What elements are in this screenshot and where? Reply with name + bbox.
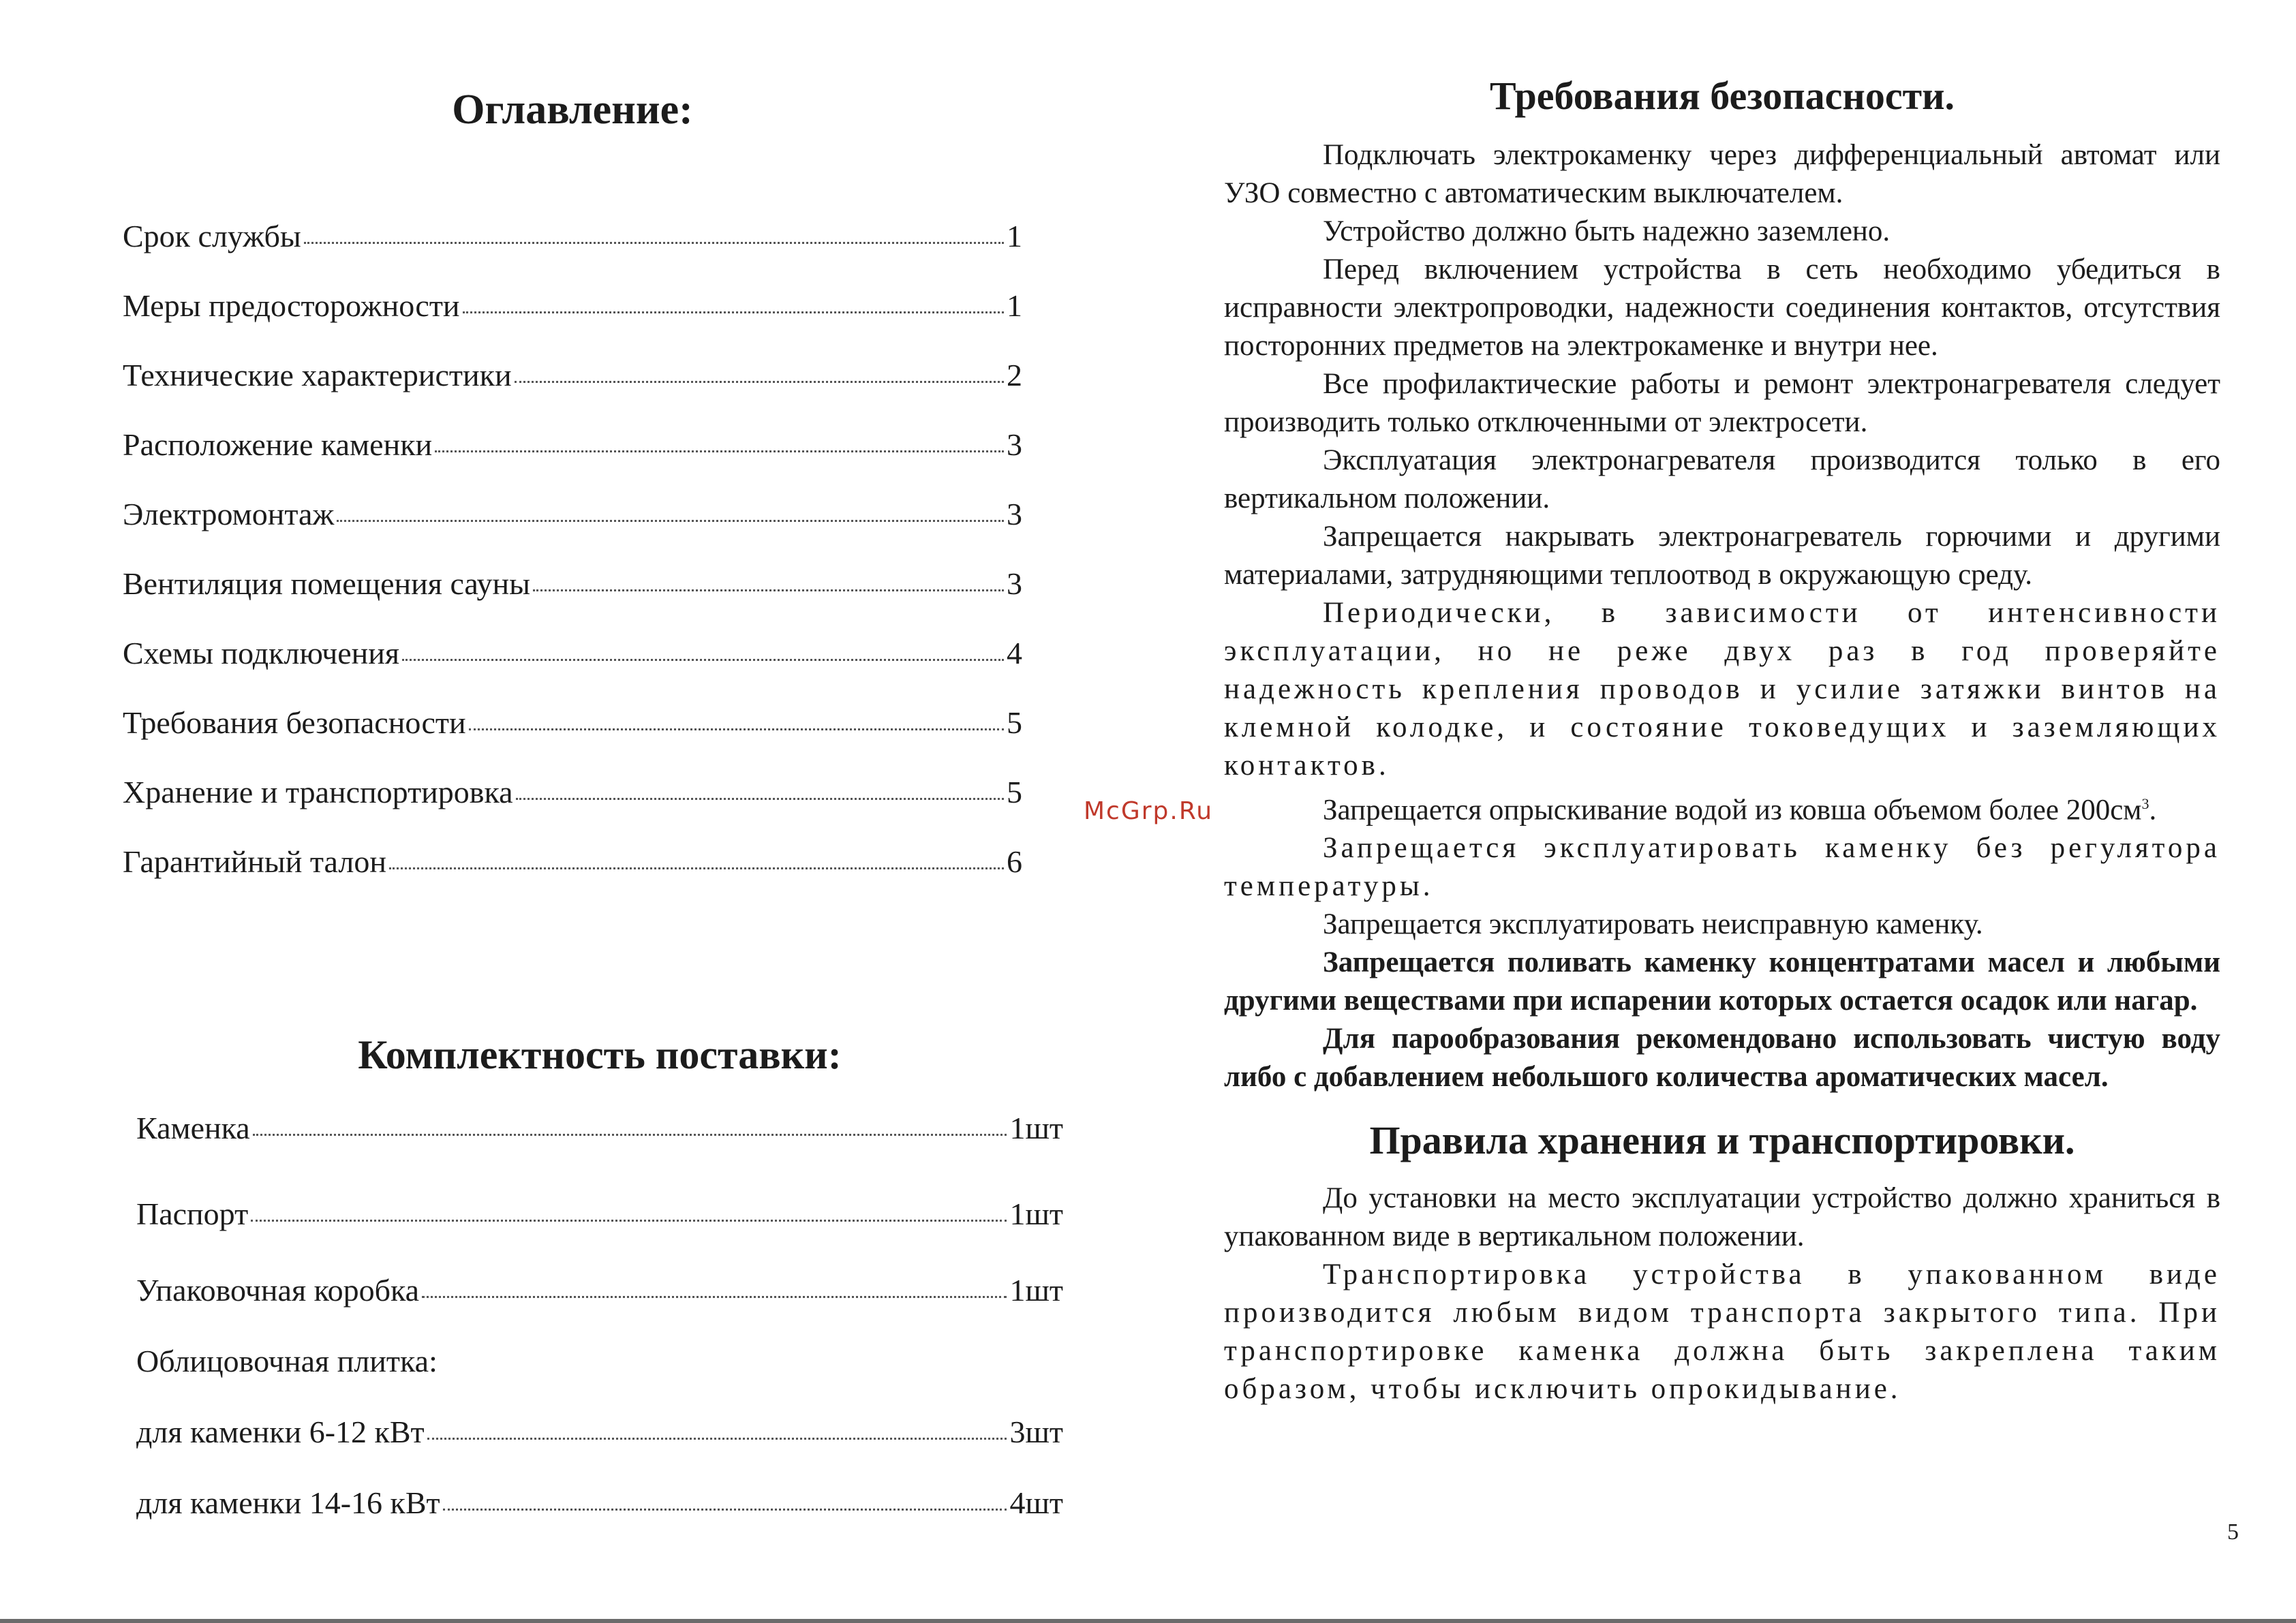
kit-item bbox=[136, 1113, 1063, 1199]
toc-item-page: 1 bbox=[1007, 219, 1022, 253]
toc-item-page: 1 bbox=[1007, 288, 1022, 323]
kit-item-label: для каменки 6-12 кВт bbox=[136, 1415, 425, 1449]
toc-item-page: 3 bbox=[1007, 427, 1022, 462]
safety-paragraph: Устройство должно быть надежно заземлено. bbox=[1323, 215, 1891, 247]
kit-item bbox=[136, 1487, 1063, 1558]
toc-item bbox=[123, 221, 1022, 290]
watermark: McGrp.Ru bbox=[1084, 797, 1214, 825]
safety-paragraph: Периодически, в зависимости от интенсивности эксплуатации, но не реже двух раз в год проверяйте надежность крепления проводов и усилие затяжки винтов на клемной колодке, и состояние токоведущих и заземляющих контактов. bbox=[1224, 597, 2220, 782]
dot-leader bbox=[304, 242, 1004, 244]
toc-item bbox=[123, 707, 1022, 777]
kit-item bbox=[136, 1196, 1063, 1275]
storage-paragraph: До установки на место эксплуатации устройство должно храниться в упакованном виде в вертикальном положении. bbox=[1224, 1181, 2220, 1252]
toc-item-page: 5 bbox=[1007, 775, 1022, 809]
safety-text bbox=[1224, 136, 2220, 1096]
safety-paragraph: Все профилактические работы и ремонт электронагревателя следует производить только отключенными от электросети. bbox=[1224, 368, 2220, 438]
safety-paragraph-tail: . bbox=[2149, 794, 2157, 826]
kit-subheading bbox=[136, 1346, 1063, 1417]
kit-item-qty: 1шт bbox=[1009, 1111, 1063, 1145]
kit-item-qty: 3шт bbox=[1009, 1415, 1063, 1449]
toc-item-page: 4 bbox=[1007, 636, 1022, 670]
dot-leader bbox=[469, 728, 1004, 730]
toc-item-label: Расположение каменки bbox=[123, 427, 433, 462]
kit-item-qty: 1шт bbox=[1009, 1273, 1063, 1308]
dot-leader bbox=[533, 589, 1004, 591]
toc-item bbox=[123, 638, 1022, 707]
toc-item-label: Гарантийный талон bbox=[123, 844, 386, 879]
safety-paragraph: Перед включением устройства в сеть необходимо убедиться в исправности электропроводки, надежности соединения контактов, отсутствия посторонних предметов на электрокаменке и внутри нее. bbox=[1224, 253, 2220, 362]
superscript: 3 bbox=[2141, 795, 2149, 812]
safety-bold-paragraph: Запрещается поливать каменку концентратами масел и любыми другими веществами при испарении которых остается осадок или нагар. bbox=[1224, 946, 2220, 1017]
toc-item-page: 5 bbox=[1007, 705, 1022, 740]
dot-leader bbox=[422, 1296, 1007, 1298]
safety-paragraph bbox=[1224, 785, 2220, 829]
kit-list bbox=[136, 1113, 1063, 1558]
toc-list bbox=[123, 221, 1022, 916]
kit-item-qty: 1шт bbox=[1009, 1196, 1063, 1231]
kit-item-label: Упаковочная коробка bbox=[136, 1273, 420, 1308]
toc-item-page: 3 bbox=[1007, 497, 1022, 531]
safety-title: Требования безопасности. bbox=[1490, 74, 1955, 118]
safety-bold-paragraph: Для парообразования рекомендовано использовать чистую воду либо с добавлением небольшого количества ароматических масел. bbox=[1224, 1023, 2220, 1094]
right-page bbox=[1224, 76, 2220, 1408]
kit-item-label: для каменки 14-16 кВт bbox=[136, 1485, 440, 1520]
safety-paragraph: Подключать электрокаменку через дифференциальный автомат или УЗО совместно с автоматическим выключателем. bbox=[1224, 139, 2220, 209]
toc-item-label: Меры предосторожности bbox=[123, 288, 460, 323]
dot-leader bbox=[253, 1134, 1007, 1136]
toc-item-page: 2 bbox=[1007, 358, 1022, 392]
toc-item bbox=[123, 846, 1022, 916]
dot-leader bbox=[516, 798, 1004, 800]
toc-item-label: Схемы подключения bbox=[123, 636, 400, 670]
safety-paragraph: Запрещается накрывать электронагреватель горючими и другими материалами, затрудняющими теплоотвод в окружающую среду. bbox=[1224, 521, 2220, 591]
dot-leader bbox=[402, 659, 1004, 661]
dot-leader bbox=[251, 1220, 1007, 1222]
kit-item-qty: 4шт bbox=[1009, 1485, 1063, 1520]
safety-paragraph-text: Запрещается опрыскивание водой из ковша объемом более 200см bbox=[1323, 794, 2142, 826]
kit-title: Комплектность поставки: bbox=[358, 1032, 842, 1077]
dot-leader bbox=[337, 520, 1004, 522]
kit-item bbox=[136, 1275, 1063, 1346]
storage-text bbox=[1224, 1179, 2220, 1408]
dot-leader bbox=[427, 1438, 1007, 1440]
page-number: 5 bbox=[2227, 1519, 2239, 1545]
dot-leader bbox=[435, 450, 1004, 452]
toc-item bbox=[123, 777, 1022, 846]
kit-item bbox=[136, 1417, 1063, 1487]
toc-item-label: Электромонтаж bbox=[123, 497, 335, 531]
toc-item-label: Хранение и транспортировка bbox=[123, 775, 513, 809]
toc-item bbox=[123, 499, 1022, 568]
kit-subheading-label: Облицовочная плитка: bbox=[136, 1344, 438, 1378]
toc-item-page: 3 bbox=[1007, 566, 1022, 601]
toc-item-label: Технические характеристики bbox=[123, 358, 512, 392]
toc-item-label: Требования безопасности bbox=[123, 705, 466, 740]
toc-item-label: Вентиляция помещения сауны bbox=[123, 566, 531, 601]
dot-leader bbox=[389, 867, 1004, 869]
toc-item-label: Срок службы bbox=[123, 219, 301, 253]
left-page bbox=[123, 87, 1063, 1558]
safety-paragraph: Эксплуатация электронагревателя производится только в его вертикальном положении. bbox=[1224, 444, 2220, 514]
storage-title: Правила хранения и транспортировки. bbox=[1369, 1118, 2075, 1163]
safety-paragraph: Запрещается эксплуатировать неисправную каменку. bbox=[1323, 908, 1983, 941]
toc-item bbox=[123, 568, 1022, 638]
dot-leader bbox=[463, 311, 1004, 313]
bottom-rule bbox=[0, 1619, 2296, 1623]
dot-leader bbox=[443, 1509, 1007, 1511]
kit-item-label: Каменка bbox=[136, 1111, 250, 1145]
storage-paragraph: Транспортировка устройства в упакованном виде производится любым видом транспорта закрытого типа. При транспортировке каменка должна быть закреплена таким образом, чтобы исключить опрокидывание. bbox=[1224, 1258, 2220, 1405]
safety-paragraph: Запрещается эксплуатировать каменку без регулятора температуры. bbox=[1224, 832, 2220, 903]
dot-leader bbox=[515, 381, 1004, 383]
toc-title: Оглавление: bbox=[452, 87, 693, 133]
kit-item-label: Паспорт bbox=[136, 1196, 249, 1231]
toc-item bbox=[123, 429, 1022, 499]
toc-item bbox=[123, 360, 1022, 429]
toc-item-page: 6 bbox=[1007, 844, 1022, 879]
toc-item bbox=[123, 290, 1022, 360]
